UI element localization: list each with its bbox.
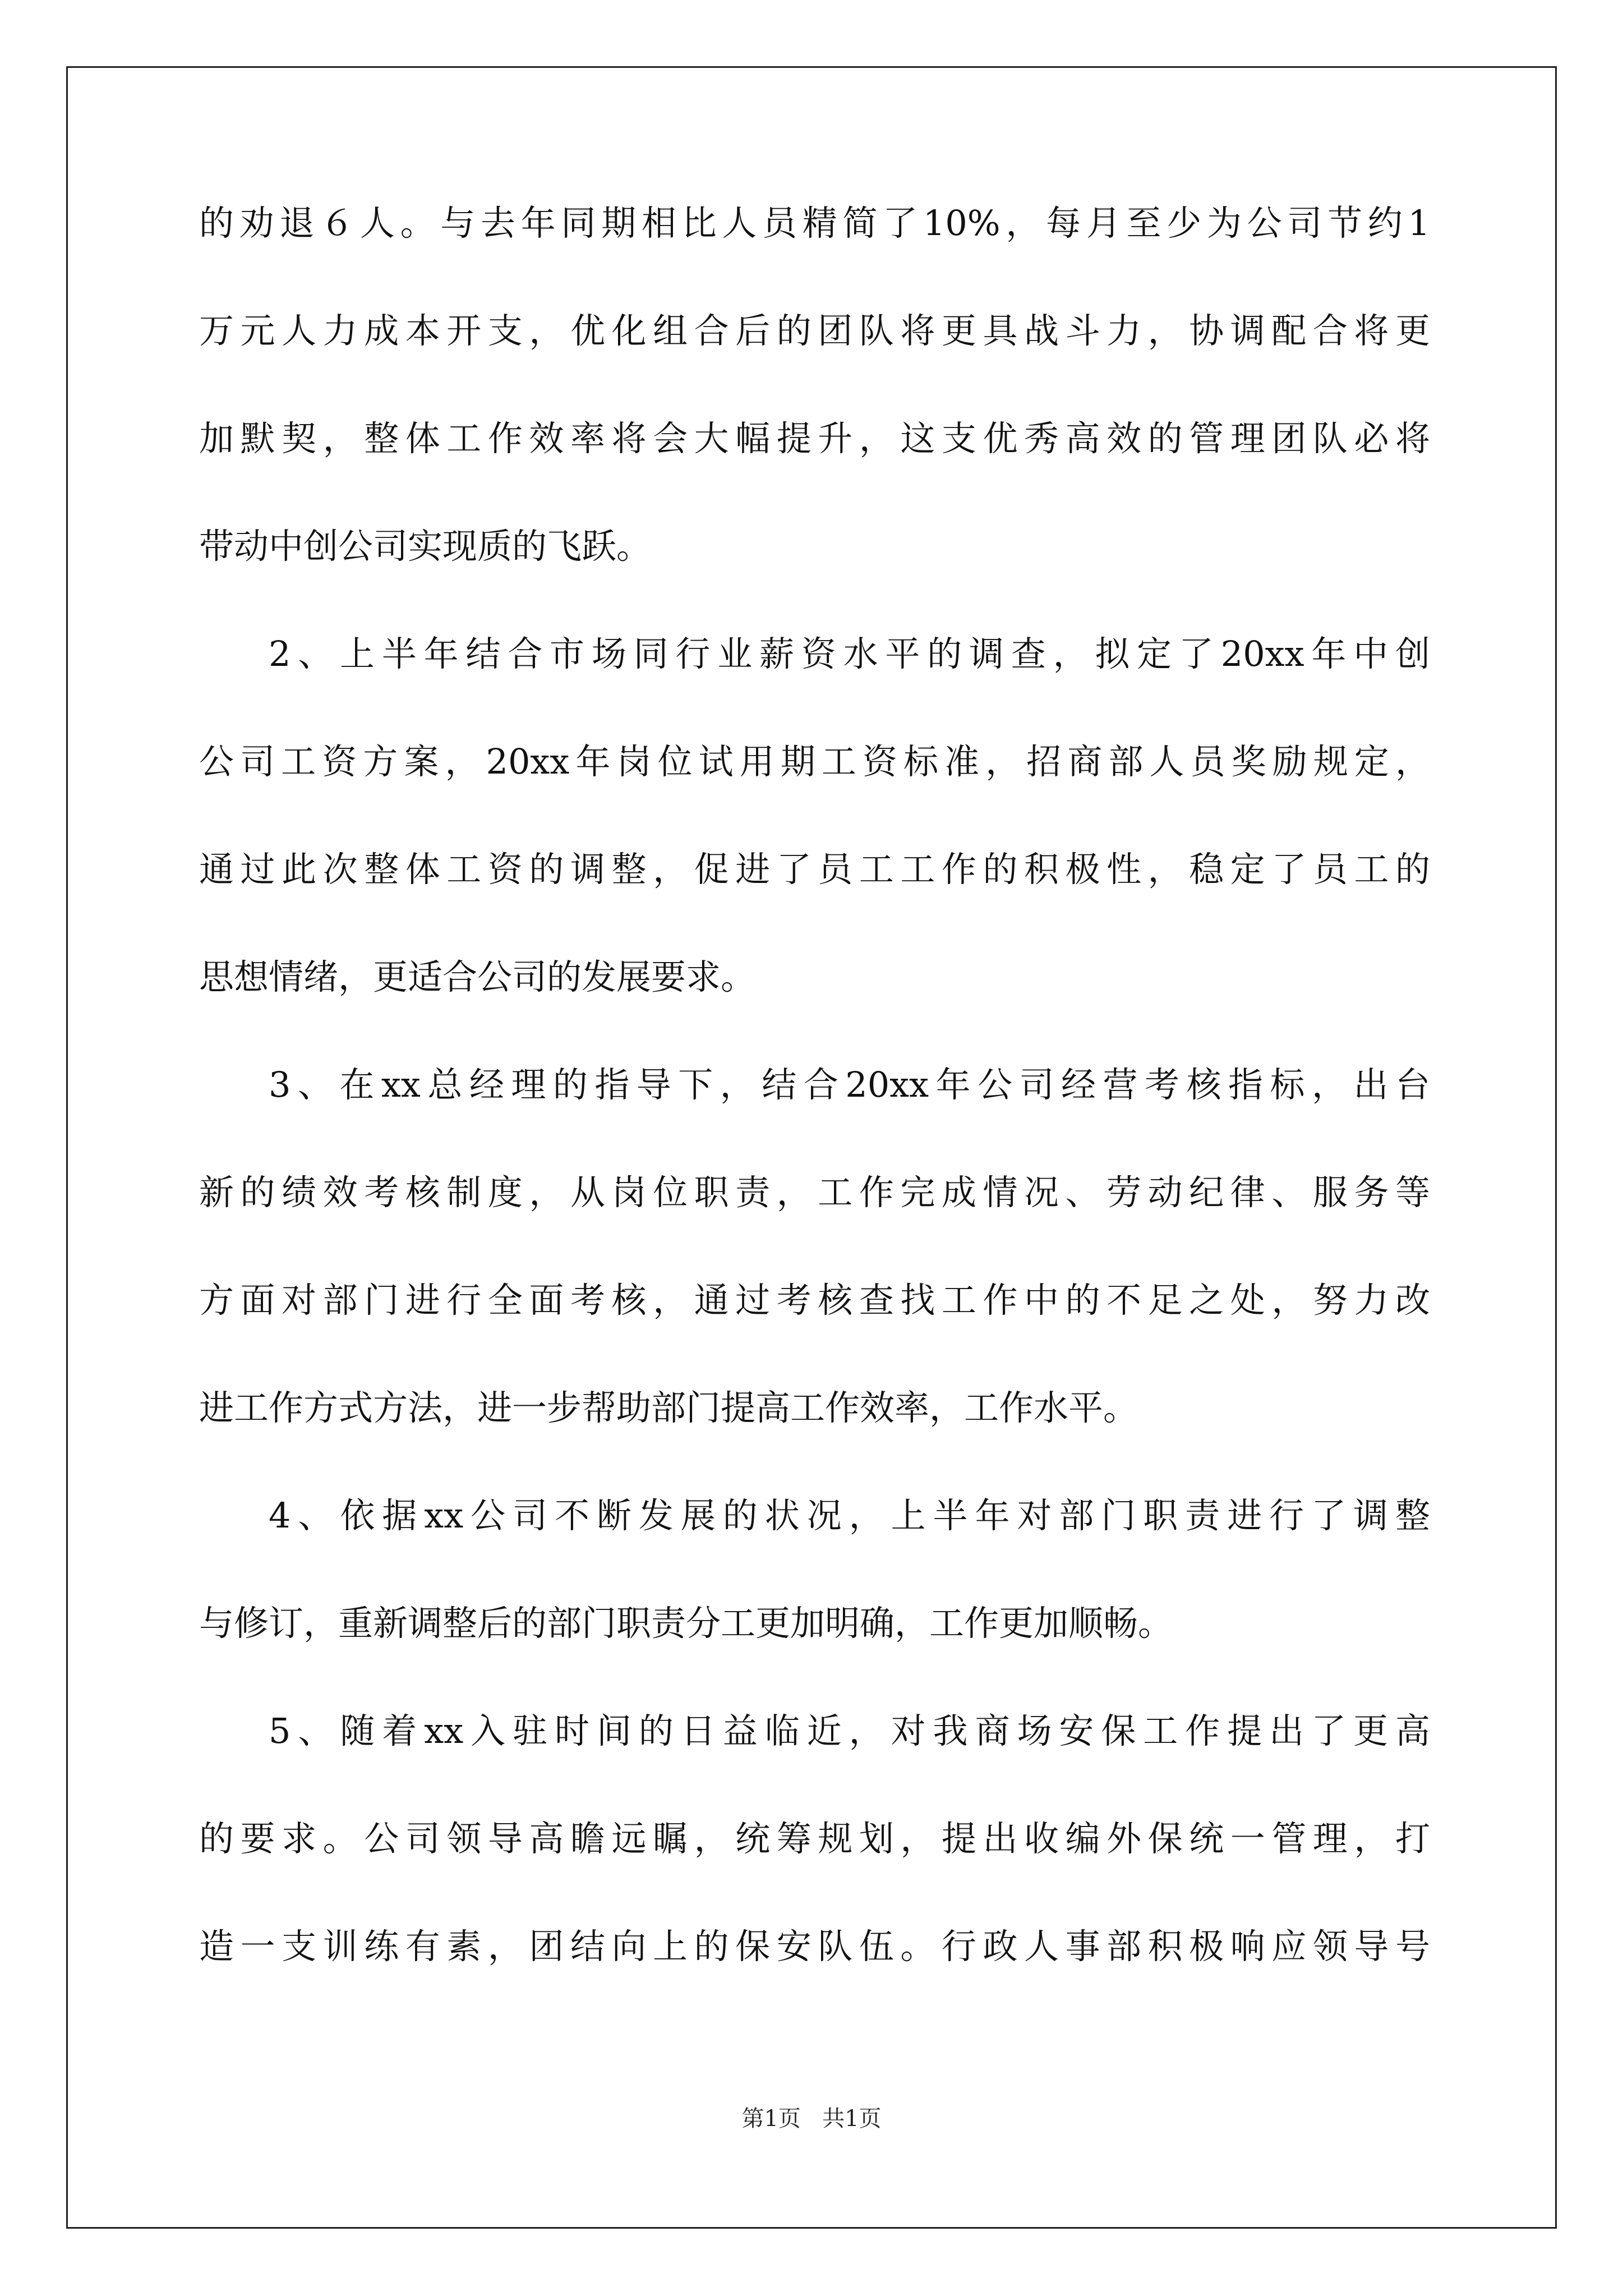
text-line: 加默契，整体工作效率将会大幅提升，这支优秀高效的管理团队必将 bbox=[199, 418, 1430, 459]
page-footer bbox=[0, 2101, 1623, 2133]
text-line: 进工作方式方法，进一步帮助部门提高工作效率，工作水平。 bbox=[199, 1387, 1138, 1428]
text-line: 思想情绪，更适合公司的发展要求。 bbox=[199, 956, 756, 997]
text-line: 5、随着xx入驻时间的日益临近，对我商场安保工作提出了更高 bbox=[269, 1710, 1430, 1751]
text-line: 4、依据xx公司不断发展的状况，上半年对部门职责进行了调整 bbox=[269, 1495, 1430, 1536]
text-line: 带动中创公司实现质的飞跃。 bbox=[199, 526, 652, 567]
text-line: 与修订，重新调整后的部门职责分工更加明确，工作更加顺畅。 bbox=[199, 1603, 1173, 1644]
text-line: 公司工资方案，20xx年岗位试用期工资标准，招商部人员奖励规定， bbox=[199, 741, 1430, 782]
document-body bbox=[199, 202, 1430, 2033]
text-line: 通过此次整体工资的调整，促进了员工工作的积极性，稳定了员工的 bbox=[199, 849, 1430, 890]
page-number: 第1页 bbox=[741, 2106, 801, 2132]
text-line: 新的绩效考核制度，从岗位职责，工作完成情况、劳动纪律、服务等 bbox=[199, 1172, 1430, 1213]
text-line: 万元人力成本开支，优化组合后的团队将更具战斗力，协调配合将更 bbox=[199, 310, 1430, 351]
text-line: 2、上半年结合市场同行业薪资水平的调查，拟定了20xx年中创 bbox=[269, 633, 1430, 674]
text-line: 的劝退６人。与去年同期相比人员精简了10%，每月至少为公司节约1 bbox=[199, 203, 1430, 243]
text-line: 造一支训练有素，团结向上的保安队伍。行政人事部积极响应领导号 bbox=[199, 1926, 1430, 1967]
text-line: 3、在xx总经理的指导下，结合20xx年公司经营考核指标，出台 bbox=[269, 1064, 1430, 1105]
text-line: 方面对部门进行全面考核，通过考核查找工作中的不足之处，努力改 bbox=[199, 1280, 1430, 1320]
page-total: 共1页 bbox=[822, 2106, 882, 2132]
text-line: 的要求。公司领导高瞻远瞩，统筹规划，提出收编外保统一管理，打 bbox=[199, 1818, 1430, 1859]
